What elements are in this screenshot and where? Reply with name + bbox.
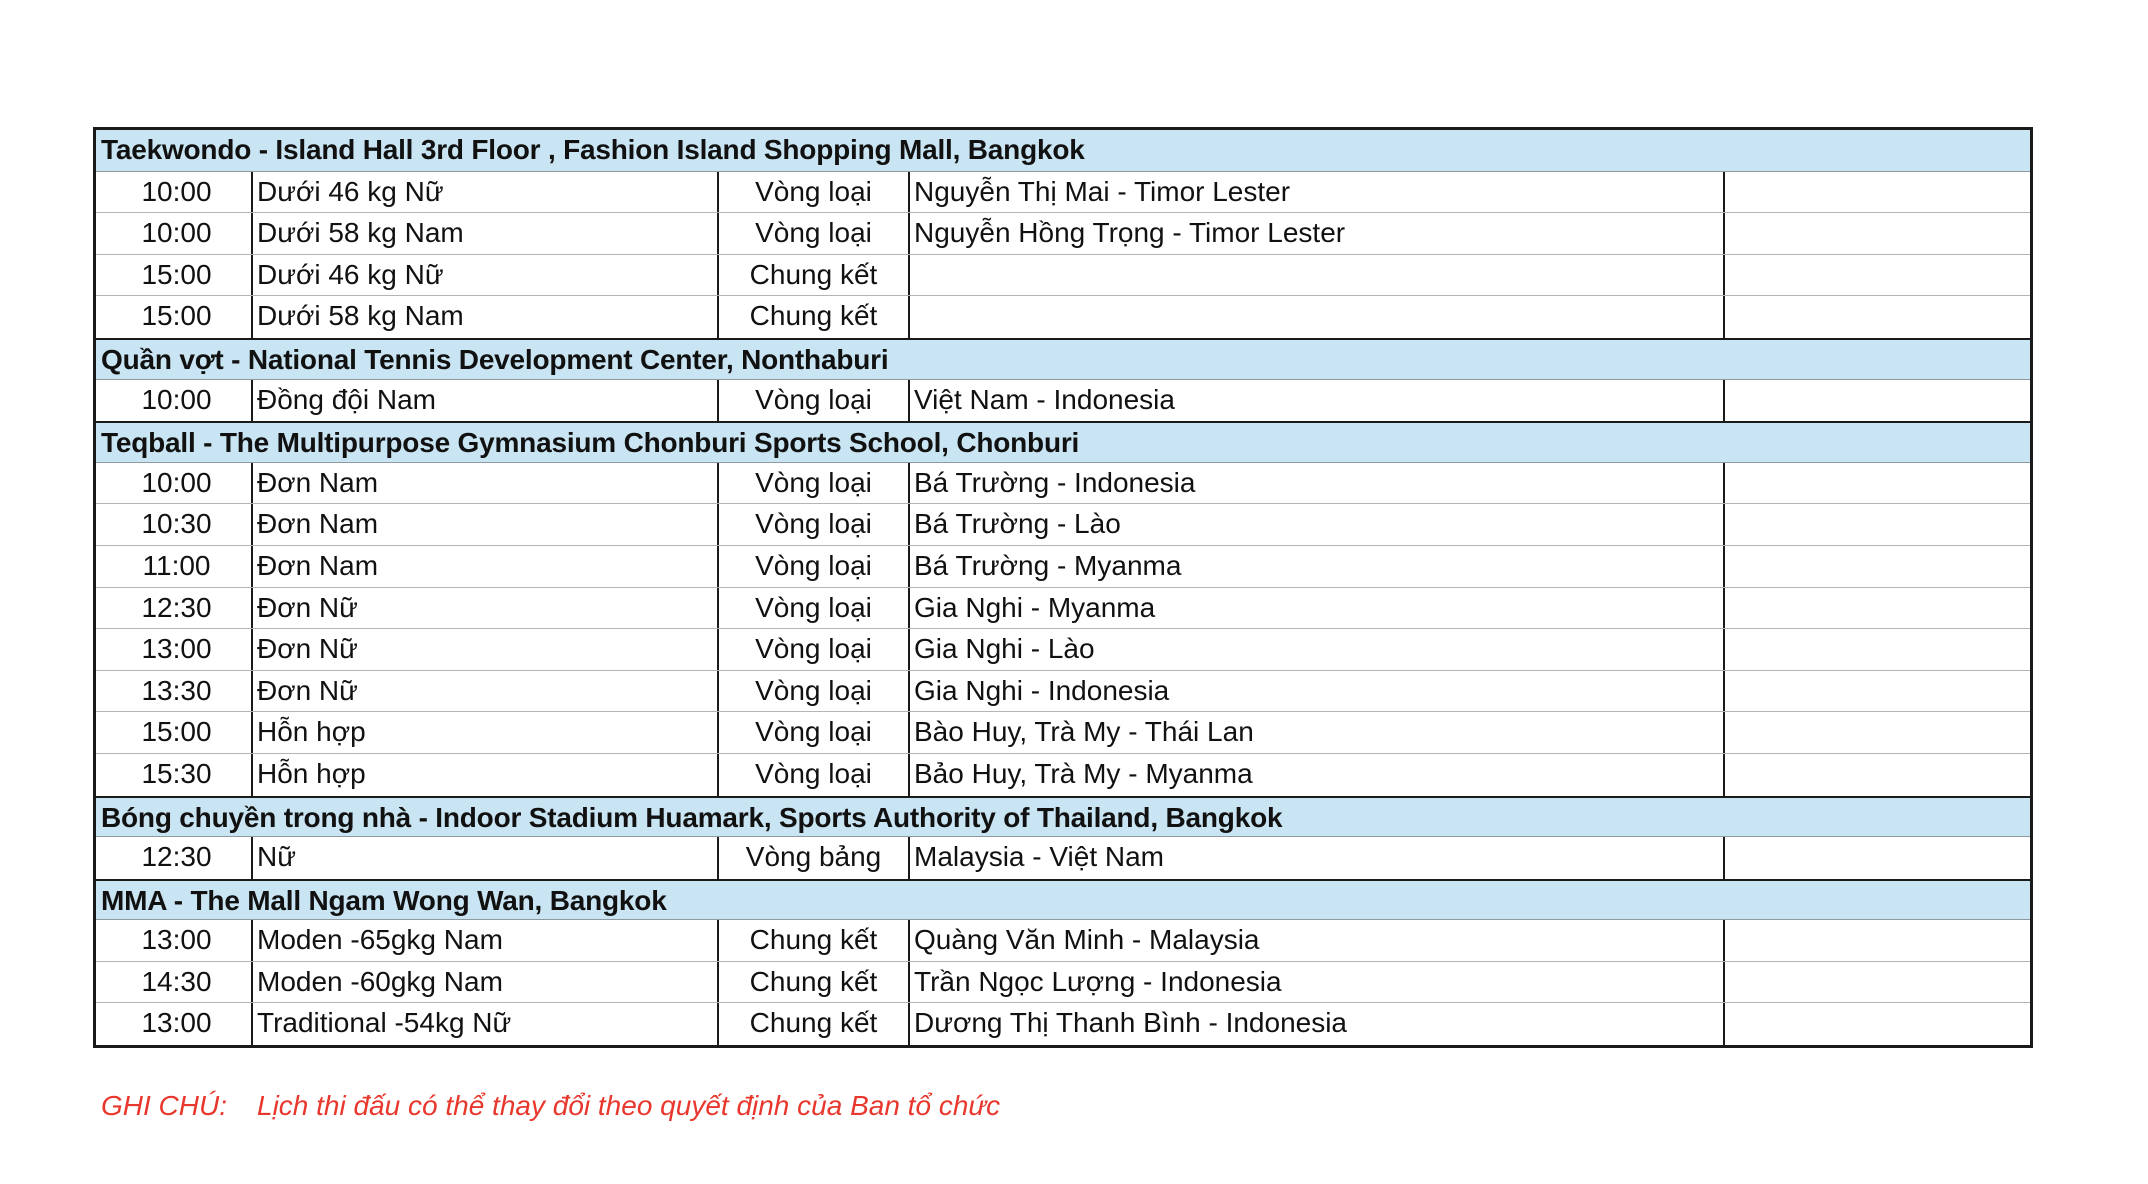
round-cell: Chung kết bbox=[717, 920, 908, 961]
match-cell: Gia Nghi - Myanma bbox=[908, 588, 1723, 629]
match-cell: Bá Trường - Lào bbox=[908, 504, 1723, 545]
extra-cell bbox=[1723, 546, 2030, 587]
round-cell: Vòng loại bbox=[717, 629, 908, 670]
extra-cell bbox=[1723, 754, 2030, 796]
round-cell: Vòng loại bbox=[717, 546, 908, 587]
round-cell: Chung kết bbox=[717, 255, 908, 296]
round-cell: Vòng loại bbox=[717, 712, 908, 753]
table-row bbox=[96, 380, 2030, 422]
extra-cell bbox=[1723, 837, 2030, 879]
schedule-table bbox=[93, 127, 2033, 1048]
extra-cell bbox=[1723, 671, 2030, 712]
match-cell: Trần Ngọc Lượng - Indonesia bbox=[908, 962, 1723, 1003]
extra-cell bbox=[1723, 962, 2030, 1003]
section-header-taekwondo: Taekwondo - Island Hall 3rd Floor , Fashion Island Shopping Mall, Bangkok bbox=[96, 130, 2030, 172]
extra-cell bbox=[1723, 213, 2030, 254]
table-row bbox=[96, 920, 2030, 962]
match-cell: Nguyễn Thị Mai - Timor Lester bbox=[908, 172, 1723, 213]
time-cell: 12:30 bbox=[141, 841, 212, 873]
time-cell: 15:00 bbox=[141, 258, 212, 290]
event-cell: Hỗn hợp bbox=[251, 712, 717, 753]
round-cell: Vòng loại bbox=[717, 671, 908, 712]
table-row bbox=[96, 671, 2030, 713]
section-header-volleyball: Bóng chuyền trong nhà - Indoor Stadium Huamark, Sports Authority of Thailand, Bangkok bbox=[96, 796, 2030, 838]
table-row bbox=[96, 255, 2030, 297]
extra-cell bbox=[1723, 588, 2030, 629]
event-cell: Dưới 46 kg Nữ bbox=[251, 255, 717, 296]
table-row bbox=[96, 213, 2030, 255]
time-cell: 10:00 bbox=[141, 175, 212, 207]
event-cell: Nữ bbox=[251, 837, 717, 879]
match-cell: Bá Trường - Myanma bbox=[908, 546, 1723, 587]
time-cell: 10:30 bbox=[141, 508, 212, 540]
extra-cell bbox=[1723, 255, 2030, 296]
time-cell: 10:00 bbox=[141, 466, 212, 498]
section-header-tennis: Quần vợt - National Tennis Development Center, Nonthaburi bbox=[96, 338, 2030, 380]
match-cell: Việt Nam - Indonesia bbox=[908, 380, 1723, 422]
note-label: GHI CHÚ: bbox=[101, 1090, 227, 1121]
extra-cell bbox=[1723, 1003, 2030, 1045]
event-cell: Đơn Nữ bbox=[251, 671, 717, 712]
match-cell: Gia Nghi - Indonesia bbox=[908, 671, 1723, 712]
time-cell: 11:00 bbox=[142, 549, 211, 581]
event-cell: Moden -60gkg Nam bbox=[251, 962, 717, 1003]
event-cell: Đơn Nam bbox=[251, 463, 717, 504]
time-cell: 10:00 bbox=[141, 383, 212, 415]
time-cell: 12:30 bbox=[141, 591, 212, 623]
table-row bbox=[96, 629, 2030, 671]
extra-cell bbox=[1723, 504, 2030, 545]
event-cell: Dưới 58 kg Nam bbox=[251, 296, 717, 338]
event-cell: Đồng đội Nam bbox=[251, 380, 717, 422]
extra-cell bbox=[1723, 712, 2030, 753]
round-cell: Vòng loại bbox=[717, 380, 908, 422]
time-cell: 15:00 bbox=[141, 716, 212, 748]
table-row bbox=[96, 172, 2030, 214]
event-cell: Moden -65gkg Nam bbox=[251, 920, 717, 961]
round-cell: Chung kết bbox=[717, 962, 908, 1003]
match-cell: Bào Huy, Trà My - Thái Lan bbox=[908, 712, 1723, 753]
match-cell: Nguyễn Hồng Trọng - Timor Lester bbox=[908, 213, 1723, 254]
match-cell: Bá Trường - Indonesia bbox=[908, 463, 1723, 504]
table-row bbox=[96, 1003, 2030, 1045]
table-row bbox=[96, 463, 2030, 505]
table-row bbox=[96, 837, 2030, 879]
table-row bbox=[96, 296, 2030, 338]
match-cell: Gia Nghi - Lào bbox=[908, 629, 1723, 670]
round-cell: Vòng loại bbox=[717, 463, 908, 504]
round-cell: Vòng loại bbox=[717, 754, 908, 796]
extra-cell bbox=[1723, 380, 2030, 422]
event-cell: Traditional -54kg Nữ bbox=[251, 1003, 717, 1045]
time-cell: 13:00 bbox=[141, 924, 212, 956]
round-cell: Vòng bảng bbox=[717, 837, 908, 879]
round-cell: Chung kết bbox=[717, 1003, 908, 1045]
time-cell: 15:00 bbox=[141, 300, 212, 332]
round-cell: Vòng loại bbox=[717, 213, 908, 254]
round-cell: Vòng loại bbox=[717, 504, 908, 545]
table-row bbox=[96, 504, 2030, 546]
time-cell: 15:30 bbox=[141, 757, 212, 789]
event-cell: Dưới 58 kg Nam bbox=[251, 213, 717, 254]
event-cell: Đơn Nữ bbox=[251, 629, 717, 670]
table-row bbox=[96, 712, 2030, 754]
extra-cell bbox=[1723, 296, 2030, 338]
table-row bbox=[96, 962, 2030, 1004]
table-row bbox=[96, 754, 2030, 796]
event-cell: Đơn Nam bbox=[251, 504, 717, 545]
match-cell bbox=[908, 255, 1723, 296]
schedule-note bbox=[101, 1090, 1000, 1122]
match-cell bbox=[908, 296, 1723, 338]
match-cell: Malaysia - Việt Nam bbox=[908, 837, 1723, 879]
round-cell: Vòng loại bbox=[717, 172, 908, 213]
round-cell: Vòng loại bbox=[717, 588, 908, 629]
time-cell: 13:30 bbox=[141, 674, 212, 706]
event-cell: Hỗn hợp bbox=[251, 754, 717, 796]
extra-cell bbox=[1723, 463, 2030, 504]
table-row bbox=[96, 546, 2030, 588]
time-cell: 14:30 bbox=[141, 965, 212, 997]
event-cell: Dưới 46 kg Nữ bbox=[251, 172, 717, 213]
match-cell: Quàng Văn Minh - Malaysia bbox=[908, 920, 1723, 961]
match-cell: Dương Thị Thanh Bình - Indonesia bbox=[908, 1003, 1723, 1045]
event-cell: Đơn Nam bbox=[251, 546, 717, 587]
extra-cell bbox=[1723, 172, 2030, 213]
time-cell: 10:00 bbox=[141, 217, 212, 249]
table-row bbox=[96, 588, 2030, 630]
note-text: Lịch thi đấu có thể thay đổi theo quyết định của Ban tổ chức bbox=[257, 1090, 1001, 1121]
section-header-mma: MMA - The Mall Ngam Wong Wan, Bangkok bbox=[96, 879, 2030, 921]
time-cell: 13:00 bbox=[141, 633, 212, 665]
match-cell: Bảo Huy, Trà My - Myanma bbox=[908, 754, 1723, 796]
extra-cell bbox=[1723, 629, 2030, 670]
time-cell: 13:00 bbox=[141, 1007, 212, 1039]
section-header-teqball: Teqball - The Multipurpose Gymnasium Chonburi Sports School, Chonburi bbox=[96, 421, 2030, 463]
extra-cell bbox=[1723, 920, 2030, 961]
round-cell: Chung kết bbox=[717, 296, 908, 338]
event-cell: Đơn Nữ bbox=[251, 588, 717, 629]
